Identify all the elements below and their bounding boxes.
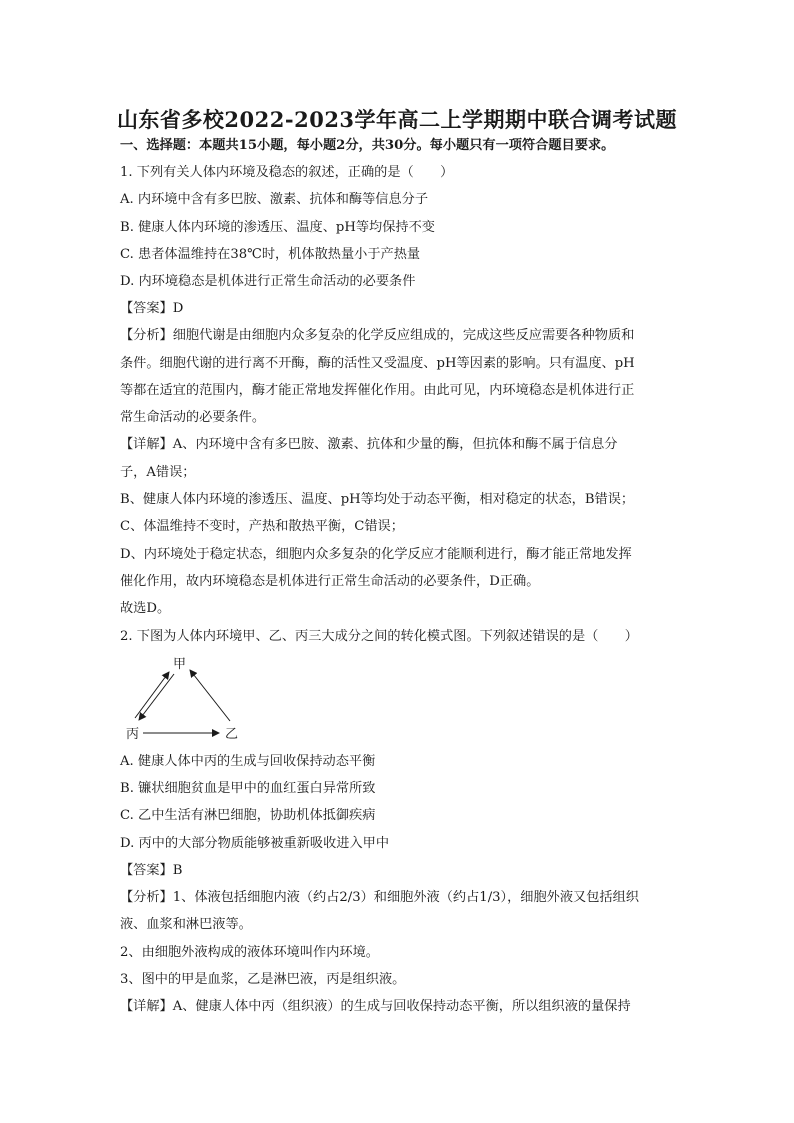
question-1-analysis-line: 常生命活动的必要条件。 bbox=[120, 410, 266, 425]
question-1-detail-line: 催化作用，故内环境稳态是机体进行正常生命活动的必要条件，D正确。 bbox=[120, 574, 540, 589]
question-2-analysis-line: 2、由细胞外液构成的液体环境叫作内环境。 bbox=[120, 945, 379, 960]
question-2-option-c: C. 乙中生活有淋巴细胞，协助机体抵御疾病 bbox=[120, 808, 376, 823]
arrow-bing-to-jia bbox=[135, 672, 169, 718]
question-1-detail-line: 故选D。 bbox=[120, 601, 171, 616]
question-1-detail-line: 【详解】A、内环境中含有多巴胺、激素、抗体和少量的酶，但抗体和酶不属于信息分 bbox=[120, 437, 618, 452]
question-1-option-b: B. 健康人体内环境的渗透压、温度、pH等均保持不变 bbox=[120, 220, 435, 235]
diagram-label-yi: 乙 bbox=[225, 727, 239, 742]
question-1-detail-line: C、体温维持不变时，产热和散热平衡，C错误； bbox=[120, 519, 404, 534]
question-2-option-a: A. 健康人体中丙的生成与回收保持动态平衡 bbox=[120, 754, 376, 769]
document-title: 山东省多校2022-2023学年高二上学期期中联合调考试题 bbox=[116, 107, 678, 132]
question-2-analysis-line: 3、图中的甲是血浆，乙是淋巴液，丙是组织液。 bbox=[120, 972, 406, 987]
arrow-yi-to-jia bbox=[190, 670, 230, 721]
question-1-detail-line: B、健康人体内环境的渗透压、温度、pH等均处于动态平衡，相对稳定的状态，B错误； bbox=[120, 492, 635, 507]
question-1-stem: 1. 下列有关人体内环境及稳态的叙述，正确的是（ ） bbox=[120, 165, 454, 180]
question-1-option-d: D. 内环境稳态是机体进行正常生命活动的必要条件 bbox=[120, 274, 416, 289]
question-1-analysis-line: 等都在适宜的范围内，酶才能正常地发挥催化作用。由此可见，内环境稳态是机体进行正 bbox=[120, 383, 635, 398]
question-1-option-a: A. 内环境中含有多巴胺、激素、抗体和酶等信息分子 bbox=[120, 192, 429, 207]
question-1-option-c: C. 患者体温维持在38℃时，机体散热量小于产热量 bbox=[120, 247, 421, 262]
diagram-label-jia: 甲 bbox=[173, 657, 187, 672]
question-1-answer: 【答案】D bbox=[120, 301, 184, 316]
arrow-jia-to-bing bbox=[139, 674, 174, 720]
question-2-analysis-line: 液、血浆和淋巴液等。 bbox=[120, 917, 252, 932]
question-2-option-b: B. 镰状细胞贫血是甲中的血红蛋白异常所致 bbox=[120, 781, 376, 796]
section-header: 一、选择题：本题共15小题，每小题2分，共30分。每小题只有一项符合题目要求。 bbox=[120, 138, 615, 153]
question-1-detail-line: 子，A错误； bbox=[120, 465, 196, 480]
question-2-answer: 【答案】B bbox=[120, 863, 183, 878]
question-1-detail-line: D、内环境处于稳定状态，细胞内众多复杂的化学反应才能顺利进行，酶才能正常地发挥 bbox=[120, 547, 632, 562]
diagram-label-bing: 丙 bbox=[126, 727, 140, 742]
question-2-option-d: D. 丙中的大部分物质能够被重新吸收进入甲中 bbox=[120, 836, 390, 851]
transformation-diagram bbox=[118, 654, 248, 746]
question-2-stem: 2. 下图为人体内环境甲、乙、丙三大成分之间的转化模式图。下列叙述错误的是（ ） bbox=[120, 629, 638, 644]
question-2-analysis-line: 【分析】1、体液包括细胞内液（约占2/3）和细胞外液（约占1/3），细胞外液又包括组织 bbox=[120, 890, 639, 905]
question-2-detail-line: 【详解】A、健康人体中丙（组织液）的生成与回收保持动态平衡，所以组织液的量保持 bbox=[120, 999, 631, 1014]
question-1-analysis-line: 【分析】细胞代谢是由细胞内众多复杂的化学反应组成的，完成这些反应需要各种物质和 bbox=[120, 328, 635, 343]
question-1-analysis-line: 条件。细胞代谢的进行离不开酶，酶的活性又受温度、pH等因素的影响。只有温度、pH bbox=[120, 356, 635, 371]
